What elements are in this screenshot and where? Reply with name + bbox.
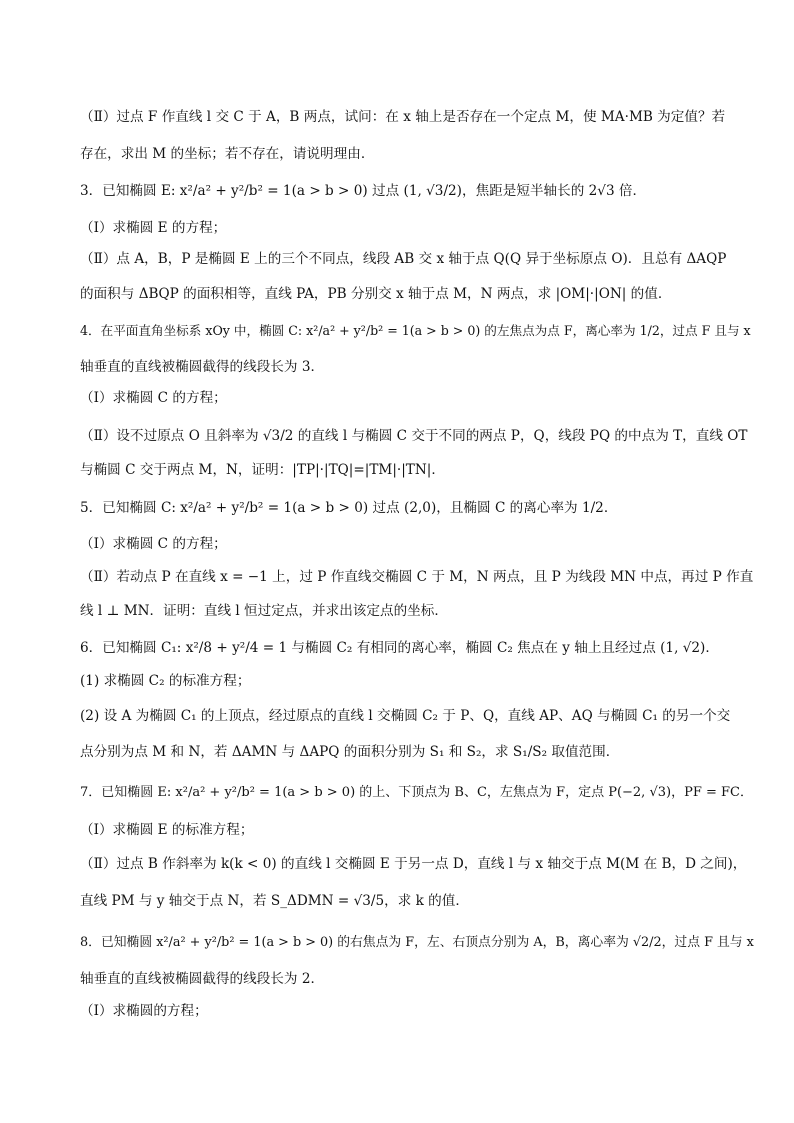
text-line: （Ⅰ）求椭圆 E 的标准方程； xyxy=(80,822,254,838)
text-line: 轴垂直的直线被椭圆截得的线段长为 3． xyxy=(80,359,325,375)
text-line: （Ⅱ）过点 B 作斜率为 k(k < 0) 的直线 l 交椭圆 E 于另一点 D，直线 l 与 x 轴交于点 M(M 在 B，D 之间)， xyxy=(80,856,747,872)
text-line: （Ⅱ）点 A，B，P 是椭圆 E 上的三个不同点，线段 AB 交 x 轴于点 Q(Q 异于坐标原点 O)．且总有 ΔAQP xyxy=(80,251,727,267)
text-line: 轴垂直的直线被椭圆截得的线段长为 2． xyxy=(80,971,325,987)
text-line: 点分别为点 M 和 N，若 ΔAMN 与 ΔAPQ 的面积分别为 S₁ 和 S₂，求 S₁/S₂ 取值范围． xyxy=(80,744,620,760)
text-line: 3．已知椭圆 E: x²/a² + y²/b² = 1(a > b > 0) 过点 (1, √3/2)，焦距是短半轴长的 2√3 倍． xyxy=(80,183,647,199)
text-line: （Ⅱ）设不过原点 O 且斜率为 √3/2 的直线 l 与椭圆 C 交于不同的两点 P，Q，线段 PQ 的中点为 T，直线 OT xyxy=(80,428,748,444)
text-line: 线 l ⊥ MN．证明：直线 l 恒过定点，并求出该定点的坐标． xyxy=(80,603,448,619)
text-line: （Ⅰ）求椭圆 C 的方程； xyxy=(80,390,227,406)
text-line: (2) 设 A 为椭圆 C₁ 的上顶点，经过原点的直线 l 交椭圆 C₂ 于 P、Q，直线 AP、AQ 与椭圆 C₁ 的另一个交 xyxy=(80,708,731,724)
text-line: （Ⅱ）若动点 P 在直线 x = −1 上，过 P 作直线交椭圆 C 于 M，N 两点，且 P 为线段 MN 中点，再过 P 作直 xyxy=(80,569,754,585)
text-line: 与椭圆 C 交于两点 M，N，证明：|TP|·|TQ|=|TM|·|TN|． xyxy=(80,462,445,478)
text-line: (1) 求椭圆 C₂ 的标准方程； xyxy=(80,673,251,689)
text-line: 的面积与 ΔBQP 的面积相等，直线 PA，PB 分别交 x 轴于点 M，N 两点，求 |OM|·|ON| 的值． xyxy=(80,286,672,302)
text-line: 直线 PM 与 y 轴交于点 N，若 S_ΔDMN = √3/5，求 k 的值． xyxy=(80,893,469,909)
text-line: 8．已知椭圆 x²/a² + y²/b² = 1(a > b > 0) 的右焦点为 F，左、右顶点分别为 A，B，离心率为 √2/2，过点 F 且与 x xyxy=(80,935,754,950)
text-line: （Ⅰ）求椭圆的方程； xyxy=(80,1003,208,1019)
text-line: （Ⅱ）过点 F 作直线 l 交 C 于 A，B 两点，试问：在 x 轴上是否存在一个定点 M，使 MA·MB 为定值？若 xyxy=(80,109,726,125)
text-line: （Ⅰ）求椭圆 E 的方程； xyxy=(80,220,227,236)
text-line: 5．已知椭圆 C: x²/a² + y²/b² = 1(a > b > 0) 过点 (2,0)，且椭圆 C 的离心率为 1/2． xyxy=(80,500,618,516)
text-line: （Ⅰ）求椭圆 C 的方程； xyxy=(80,536,227,552)
text-line: 6．已知椭圆 C₁: x²/8 + y²/4 = 1 与椭圆 C₂ 有相同的离心率，椭圆 C₂ 焦点在 y 轴上且经过点 (1, √2)． xyxy=(80,640,719,656)
text-line: 4．在平面直角坐标系 xOy 中，椭圆 C: x²/a² + y²/b² = 1(a > b > 0) 的左焦点为点 F，离心率为 1/2，过点 F 且与 x xyxy=(80,323,751,338)
text-line: 7．已知椭圆 E: x²/a² + y²/b² = 1(a > b > 0) 的上、下顶点为 B、C，左焦点为 F，定点 P(−2, √3)，PF = FC． xyxy=(80,785,753,800)
text-line: 存在，求出 M 的坐标；若不存在，请说明理由． xyxy=(80,146,375,162)
